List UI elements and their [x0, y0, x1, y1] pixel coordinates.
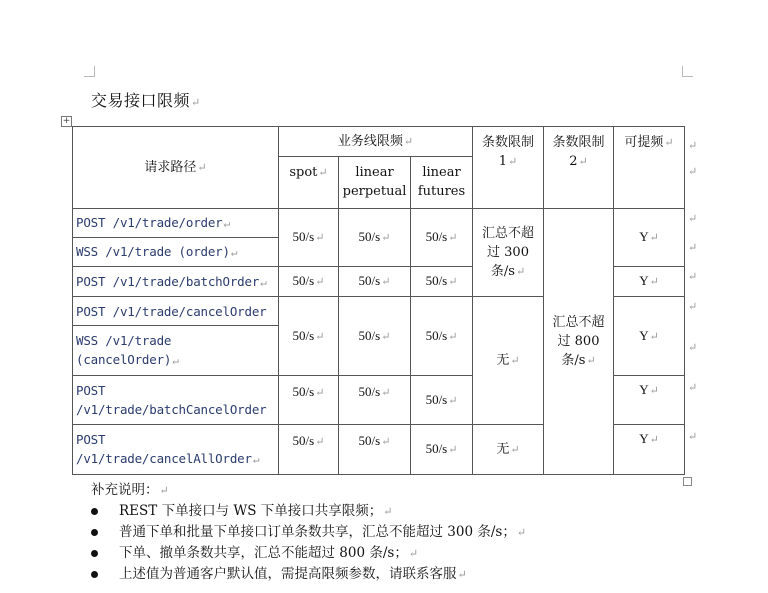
page-corner-mark — [84, 66, 95, 77]
limit1-none: 无↵ — [473, 425, 544, 475]
bullet-icon — [91, 550, 98, 557]
rate-perpetual: 50/s↵ — [339, 376, 411, 425]
rate-perpetual: 50/s↵ — [339, 267, 411, 297]
rate-spot: 50/s↵ — [279, 425, 339, 475]
header-path: 请求路径↵ — [73, 127, 279, 209]
header-spot: spot↵ — [279, 157, 339, 209]
note-item: 普通下单和批量下单接口订单条数共享，汇总不能超过 300 条/s；↵ — [91, 522, 526, 543]
rate-limit-table — [72, 126, 685, 475]
rate-spot: 50/s↵ — [279, 297, 339, 376]
rate-futures: 50/s↵ — [411, 209, 473, 267]
rate-futures: 50/s↵ — [411, 376, 473, 425]
row-end-mark: ↵ — [688, 165, 698, 178]
path-cell: POST /v1/trade/cancelAllOrder↵ — [73, 425, 279, 475]
row-end-mark: ↵ — [688, 341, 698, 354]
row-end-mark: ↵ — [688, 381, 698, 394]
limit2-summary: 汇总不超过 800 条/s↵ — [544, 209, 614, 475]
raise-yes: Y↵ — [614, 297, 685, 376]
rate-perpetual: 50/s↵ — [339, 297, 411, 376]
header-business-line: 业务线限频↵ — [279, 127, 473, 157]
rate-spot: 50/s↵ — [279, 376, 339, 425]
rate-spot: 50/s↵ — [279, 267, 339, 297]
title-text: 交易接口限频 — [91, 91, 191, 110]
limit1-summary: 汇总不超过 300 条/s↵ — [473, 209, 544, 297]
table-move-handle-icon[interactable]: + — [62, 116, 71, 126]
raise-yes: Y↵ — [614, 209, 685, 267]
table-resize-handle-icon[interactable] — [683, 477, 692, 486]
rate-spot: 50/s↵ — [279, 209, 339, 267]
rate-futures: 50/s↵ — [411, 425, 473, 475]
header-limit-1: 条数限制 1↵ — [473, 127, 544, 209]
row-end-mark: ↵ — [688, 139, 698, 152]
page-corner-mark — [682, 66, 693, 77]
rate-perpetual: 50/s↵ — [339, 425, 411, 475]
header-linear-futures: linear futures — [411, 157, 473, 209]
bullet-icon — [91, 571, 98, 578]
path-cell: POST /v1/trade/batchOrder↵ — [73, 267, 279, 297]
raise-yes: Y↵ — [614, 376, 685, 425]
path-cell: WSS /v1/trade (cancelOrder)↵ — [73, 326, 279, 376]
bullet-icon — [91, 529, 98, 536]
rate-perpetual: 50/s↵ — [339, 209, 411, 267]
row-end-mark: ↵ — [688, 300, 698, 313]
limit1-none: 无↵ — [473, 297, 544, 425]
bullet-icon — [91, 508, 98, 515]
row-end-mark: ↵ — [688, 430, 698, 443]
header-linear-perpetual: linear perpetual — [339, 157, 411, 209]
header-limit-2: 条数限制 2↵ — [544, 127, 614, 209]
note-item: REST 下单接口与 WS 下单接口共享限频；↵ — [91, 501, 526, 522]
path-cell: POST /v1/trade/batchCancelOrder — [73, 376, 279, 425]
row-end-mark: ↵ — [688, 241, 698, 254]
notes-section — [91, 480, 526, 585]
paragraph-mark: ↵ — [191, 96, 201, 109]
note-item: 上述值为普通客户默认值，需提高限频参数，请联系客服↵ — [91, 564, 526, 585]
notes-title: 补充说明：↵ — [91, 482, 169, 498]
document-title — [91, 88, 201, 111]
row-end-mark: ↵ — [688, 270, 698, 283]
note-item: 下单、撤单条数共享，汇总不能超过 800 条/s；↵ — [91, 543, 526, 564]
row-end-mark: ↵ — [688, 212, 698, 225]
path-cell: POST /v1/trade/order↵ — [73, 209, 279, 238]
path-cell: POST /v1/trade/cancelOrder — [73, 297, 279, 326]
rate-futures: 50/s↵ — [411, 297, 473, 376]
rate-futures: 50/s↵ — [411, 267, 473, 297]
raise-yes: Y↵ — [614, 267, 685, 297]
header-raise: 可提频↵ — [614, 127, 685, 209]
raise-yes: Y↵ — [614, 425, 685, 475]
path-cell: WSS /v1/trade (order)↵ — [73, 238, 279, 267]
